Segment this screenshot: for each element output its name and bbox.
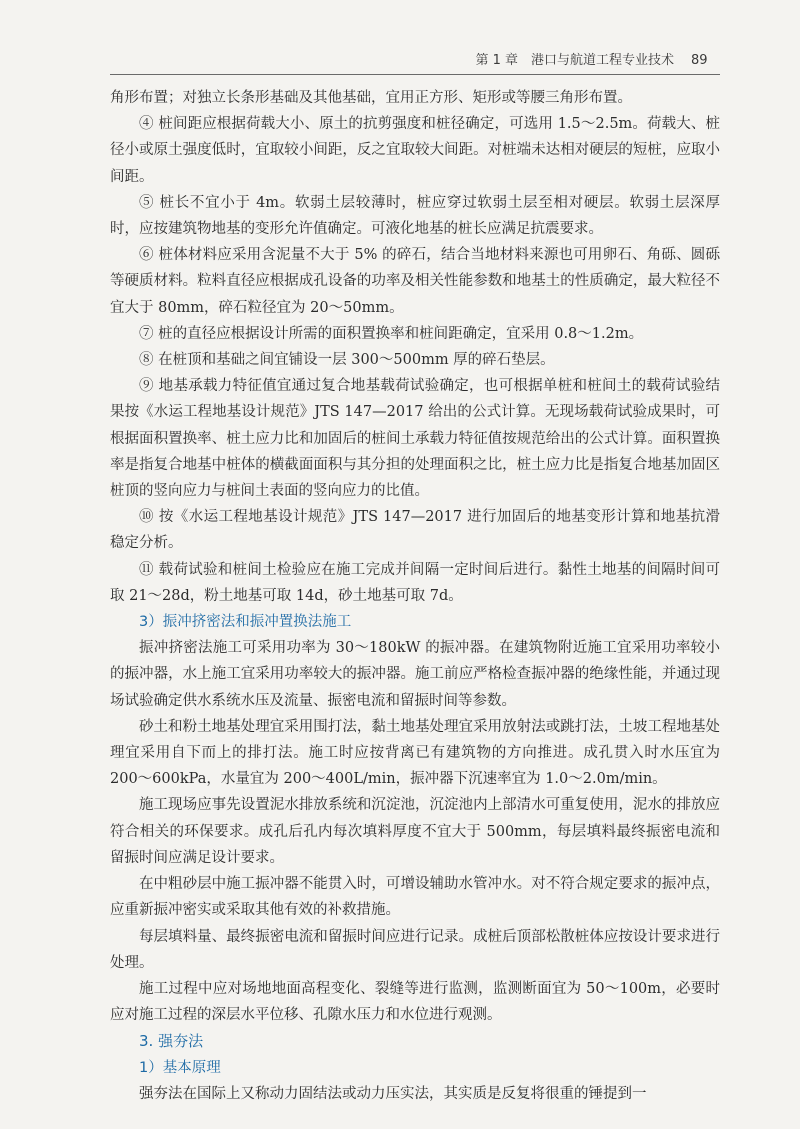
paragraph: 在中粗砂层中施工振冲器不能贯入时，可增设辅助水管冲水。对不符合规定要求的振冲点，应重新振冲密实或采取其他有效的补救措施。 <box>110 876 720 919</box>
subsection-heading: 3）振冲挤密法和振冲置换法施工 <box>139 614 352 631</box>
page-number: 89 <box>691 53 708 68</box>
page-body <box>110 85 720 1107</box>
paragraph: ⑤ 桩长不宜小于 4m。软弱土层较薄时，桩应穿过软弱土层至相对硬层。软弱土层深厚时，应按建筑物地基的变形允许值确定。可液化地基的桩长应满足抗震要求。 <box>110 194 720 238</box>
paragraph: 振冲挤密法施工可采用功率为 30～180kW 的振冲器。在建筑物附近施工宜采用功率较小的振冲器，水上施工宜采用功率较大的振冲器。施工前应严格检查振冲器的绝缘性能，并通过现场试验确定供水系统水压及流量、振密电流和留振时间等参数。 <box>110 640 720 709</box>
chapter-title: 第 1 章 港口与航道工程专业技术 <box>475 53 674 68</box>
page-header <box>0 50 800 76</box>
paragraph: ⑧ 在桩顶和基础之间宜铺设一层 300～500mm 厚的碎石垫层。 <box>139 352 555 369</box>
paragraph: 施工现场应事先设置泥水排放系统和沉淀池，沉淀池内上部清水可重复使用，泥水的排放应符合相关的环保要求。成孔后孔内每次填料厚度不宜大于 500mm，每层填料最终振密电流和留振时间应满足设计要求。 <box>110 797 720 866</box>
paragraph: 强夯法在国际上又称动力固结法或动力压实法，其实质是反复将很重的锤提到一 <box>139 1085 647 1102</box>
paragraph: ⑥ 桩体材料应采用含泥量不大于 5% 的碎石，结合当地材料来源也可用卵石、角砾、圆砾等硬质材料。粒料直径应根据成孔设备的功率及相关性能参数和地基土的性质确定，最大粒径不宜大于 80mm，碎石粒径宜为 20～50mm。 <box>110 247 720 316</box>
paragraph: 每层填料量、最终振密电流和留振时间应进行记录。成桩后顶部松散桩体应按设计要求进行处理。 <box>110 928 720 971</box>
paragraph: 砂土和粉土地基处理宜采用围打法，黏土地基处理宜采用放射法或跳打法，土坡工程地基处理宜采用自下而上的排打法。施工时应按背离已有建筑物的方向推进。成孔贯入时水压宜为 200～600kPa，水量宜为 200～400L/min，振冲器下沉速率宜为 1.0～2.0m/min。 <box>110 718 720 788</box>
paragraph: ⑪ 载荷试验和桩间土检验应在施工完成并间隔一定时间后进行。黏性土地基的间隔时间可取 21～28d，粉土地基可取 14d，砂土地基可取 7d。 <box>110 561 720 604</box>
section-heading: 3. 强夯法 <box>139 1032 204 1051</box>
paragraph: ⑨ 地基承载力特征值宜通过复合地基载荷试验确定，也可根据单桩和桩间土的载荷试验结果按《水运工程地基设计规范》JTS 147—2017 给出的公式计算。无现场载荷试验成果时，可根据面积置换率、桩土应力比和加固后的桩间土承载力特征值按规范给出的公式计算。面积置换率是指复合地基中桩体的横截面面积与其分担的处理面积之比，桩土应力比是指复合地基加固区桩顶的竖向应力与桩间土表面的竖向应力的比值。 <box>110 378 720 500</box>
paragraph: ⑩ 按《水运工程地基设计规范》JTS 147—2017 进行加固后的地基变形计算和地基抗滑稳定分析。 <box>110 509 720 552</box>
paragraph: ④ 桩间距应根据荷载大小、原土的抗剪强度和桩径确定，可选用 1.5～2.5m。荷载大、桩径小或原土强度低时，宜取较小间距，反之宜取较大间距。对桩端未达相对硬层的短桩，应取小间距。 <box>110 116 720 185</box>
paragraph: ⑦ 桩的直径应根据设计所需的面积置换率和桩间距确定，宜采用 0.8～1.2m。 <box>139 325 644 342</box>
header-rule <box>110 74 720 75</box>
paragraph: 施工过程中应对场地地面高程变化、裂缝等进行监测，监测断面宜为 50～100m，必要时应对施工过程的深层水平位移、孔隙水压力和水位进行观测。 <box>110 980 720 1024</box>
subsection-heading: 1）基本原理 <box>139 1059 221 1076</box>
paragraph: 角形布置；对独立长条形基础及其他基础，宜用正方形、矩形或等腰三角形布置。 <box>110 90 632 106</box>
